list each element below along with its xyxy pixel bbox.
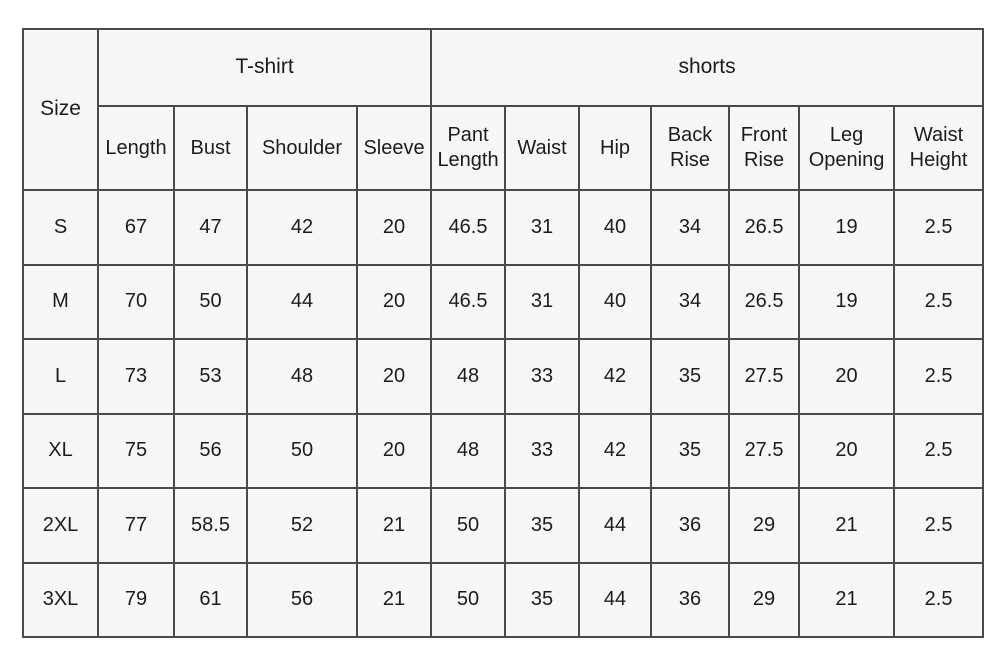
cell: 2.5 xyxy=(894,339,983,414)
column-header-row xyxy=(23,106,983,190)
cell: 42 xyxy=(247,190,357,265)
row-size-label: 2XL xyxy=(23,488,98,563)
cell: 2.5 xyxy=(894,488,983,563)
cell: 47 xyxy=(174,190,247,265)
row-size-label: L xyxy=(23,339,98,414)
cell: 2.5 xyxy=(894,265,983,340)
column-header-sleeve: Sleeve xyxy=(357,106,431,190)
column-header-waist-height: Waist Height xyxy=(894,106,983,190)
cell: 70 xyxy=(98,265,174,340)
cell: 42 xyxy=(579,339,651,414)
cell: 34 xyxy=(651,265,729,340)
cell: 20 xyxy=(357,265,431,340)
group-header-shorts: shorts xyxy=(431,29,983,106)
cell: 20 xyxy=(357,190,431,265)
cell: 26.5 xyxy=(729,190,799,265)
cell: 40 xyxy=(579,265,651,340)
table-row-l xyxy=(23,339,983,414)
cell: 20 xyxy=(799,339,894,414)
cell: 21 xyxy=(799,488,894,563)
size-corner-header: Size xyxy=(23,29,98,190)
row-size-label: S xyxy=(23,190,98,265)
cell: 73 xyxy=(98,339,174,414)
table-row-xl xyxy=(23,414,983,489)
cell: 35 xyxy=(505,563,579,638)
table-row-2xl xyxy=(23,488,983,563)
column-header-shoulder: Shoulder xyxy=(247,106,357,190)
cell: 44 xyxy=(579,563,651,638)
size-chart-table xyxy=(22,28,984,638)
column-header-bust: Bust xyxy=(174,106,247,190)
cell: 33 xyxy=(505,414,579,489)
cell: 35 xyxy=(651,414,729,489)
cell: 48 xyxy=(431,414,505,489)
cell: 79 xyxy=(98,563,174,638)
cell: 75 xyxy=(98,414,174,489)
cell: 58.5 xyxy=(174,488,247,563)
column-header-pant-length: Pant Length xyxy=(431,106,505,190)
cell: 46.5 xyxy=(431,190,505,265)
table-row-s xyxy=(23,190,983,265)
cell: 56 xyxy=(247,563,357,638)
cell: 20 xyxy=(799,414,894,489)
row-size-label: M xyxy=(23,265,98,340)
cell: 31 xyxy=(505,190,579,265)
cell: 29 xyxy=(729,488,799,563)
cell: 29 xyxy=(729,563,799,638)
cell: 31 xyxy=(505,265,579,340)
column-header-length: Length xyxy=(98,106,174,190)
column-header-waist: Waist xyxy=(505,106,579,190)
cell: 21 xyxy=(799,563,894,638)
cell: 20 xyxy=(357,339,431,414)
cell: 2.5 xyxy=(894,563,983,638)
column-header-leg-opening: Leg Opening xyxy=(799,106,894,190)
group-header-tshirt: T-shirt xyxy=(98,29,431,106)
row-size-label: XL xyxy=(23,414,98,489)
cell: 20 xyxy=(357,414,431,489)
row-size-label: 3XL xyxy=(23,563,98,638)
cell: 2.5 xyxy=(894,414,983,489)
table-row-3xl xyxy=(23,563,983,638)
cell: 50 xyxy=(174,265,247,340)
cell: 52 xyxy=(247,488,357,563)
column-header-front-rise: Front Rise xyxy=(729,106,799,190)
cell: 19 xyxy=(799,190,894,265)
cell: 40 xyxy=(579,190,651,265)
cell: 61 xyxy=(174,563,247,638)
cell: 50 xyxy=(247,414,357,489)
column-header-hip: Hip xyxy=(579,106,651,190)
cell: 46.5 xyxy=(431,265,505,340)
cell: 50 xyxy=(431,563,505,638)
group-header-row xyxy=(23,29,983,106)
cell: 36 xyxy=(651,488,729,563)
cell: 19 xyxy=(799,265,894,340)
table-row-m xyxy=(23,265,983,340)
cell: 44 xyxy=(247,265,357,340)
cell: 21 xyxy=(357,563,431,638)
cell: 33 xyxy=(505,339,579,414)
cell: 26.5 xyxy=(729,265,799,340)
cell: 21 xyxy=(357,488,431,563)
cell: 48 xyxy=(247,339,357,414)
cell: 27.5 xyxy=(729,414,799,489)
cell: 35 xyxy=(651,339,729,414)
cell: 42 xyxy=(579,414,651,489)
column-header-back-rise: Back Rise xyxy=(651,106,729,190)
cell: 35 xyxy=(505,488,579,563)
cell: 67 xyxy=(98,190,174,265)
cell: 27.5 xyxy=(729,339,799,414)
cell: 36 xyxy=(651,563,729,638)
cell: 44 xyxy=(579,488,651,563)
cell: 2.5 xyxy=(894,190,983,265)
cell: 53 xyxy=(174,339,247,414)
cell: 56 xyxy=(174,414,247,489)
cell: 77 xyxy=(98,488,174,563)
cell: 34 xyxy=(651,190,729,265)
cell: 48 xyxy=(431,339,505,414)
cell: 50 xyxy=(431,488,505,563)
